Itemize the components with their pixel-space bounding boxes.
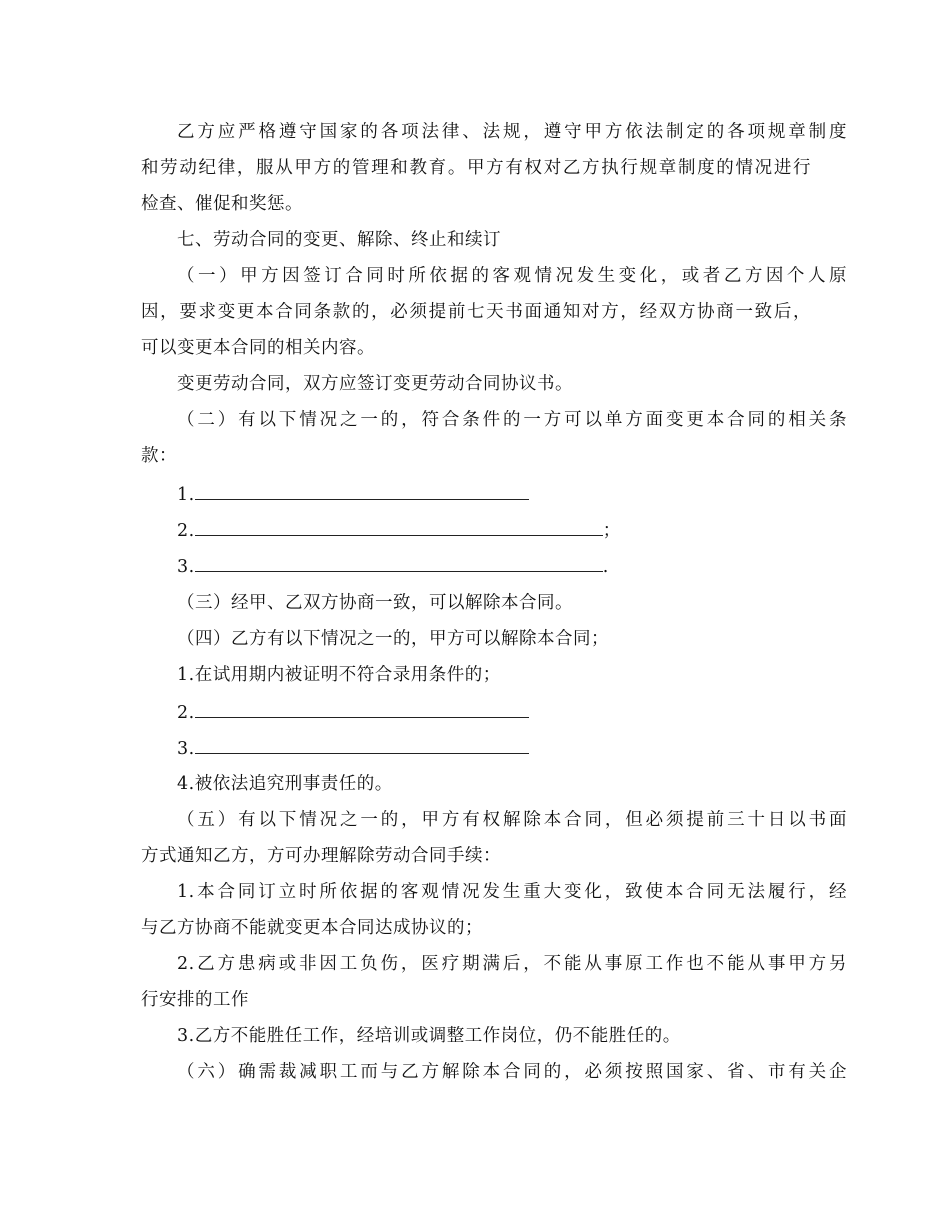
list-item: 3.乙方不能胜任工作，经培训或调整工作岗位，仍不能胜任的。	[177, 1026, 681, 1046]
paragraph-line: （四）乙方有以下情况之一的，甲方可以解除本合同；	[177, 629, 609, 649]
blank-item	[177, 701, 847, 725]
paragraph-line: （三）经甲、乙双方协商一致，可以解除本合同。	[177, 593, 573, 613]
item-end-punct: ；	[602, 521, 621, 541]
item-number: 3.	[177, 739, 195, 759]
item-number: 2.	[177, 703, 195, 723]
paragraph-line: 变更劳动合同，双方应签订变更劳动合同协议书。	[177, 374, 573, 394]
paragraph-line: （六）确需裁减职工而与乙方解除本合同的，必须按照国家、省、市有关企	[177, 1062, 847, 1082]
blank-item	[177, 737, 847, 761]
paragraph-line: 行安排的工作	[141, 990, 249, 1010]
blank-line	[195, 555, 603, 572]
section-heading: 七、劳动合同的变更、解除、终止和续订	[177, 230, 501, 250]
item-number: 3.	[177, 557, 195, 577]
paragraph-line: 与乙方协商不能就变更本合同达成协议的；	[141, 918, 483, 938]
paragraph-line: 方式通知乙方，方可办理解除劳动合同手续：	[141, 846, 501, 866]
blank-item	[177, 519, 847, 543]
item-end-punct: .	[602, 557, 609, 577]
blank-line	[195, 483, 529, 500]
list-item: 2.乙方患病或非因工负伤，医疗期满后，不能从事原工作也不能从事甲方另	[177, 954, 847, 974]
paragraph-line: 款：	[141, 446, 177, 466]
item-number: 1.	[177, 485, 195, 505]
paragraph-line: （一）甲方因签订合同时所依据的客观情况发生变化，或者乙方因个人原	[177, 266, 847, 286]
item-number: 2.	[177, 521, 195, 541]
list-item: 4.被依法追究刑事责任的。	[177, 774, 393, 794]
blank-line	[195, 701, 529, 718]
paragraph-line: （二）有以下情况之一的，符合条件的一方可以单方面变更本合同的相关条	[177, 410, 847, 430]
blank-line	[195, 519, 603, 536]
blank-line	[195, 737, 529, 754]
paragraph-line: 和劳动纪律，服从甲方的管理和教育。甲方有权对乙方执行规章制度的情况进行	[141, 158, 811, 178]
paragraph-line: （五）有以下情况之一的，甲方有权解除本合同，但必须提前三十日以书面	[177, 810, 847, 830]
blank-item	[177, 483, 847, 507]
list-item: 1.本合同订立时所依据的客观情况发生重大变化，致使本合同无法履行，经	[177, 882, 847, 902]
paragraph-line: 因，要求变更本合同条款的，必须提前七天书面通知对方，经双方协商一致后，	[141, 302, 811, 322]
list-item: 1.在试用期内被证明不符合录用条件的；	[177, 665, 501, 685]
paragraph-line: 可以变更本合同的相关内容。	[141, 338, 375, 358]
blank-item	[177, 555, 847, 579]
paragraph-line: 乙方应严格遵守国家的各项法律、法规，遵守甲方依法制定的各项规章制度	[177, 122, 847, 142]
paragraph-line: 检查、催促和奖惩。	[141, 194, 303, 214]
